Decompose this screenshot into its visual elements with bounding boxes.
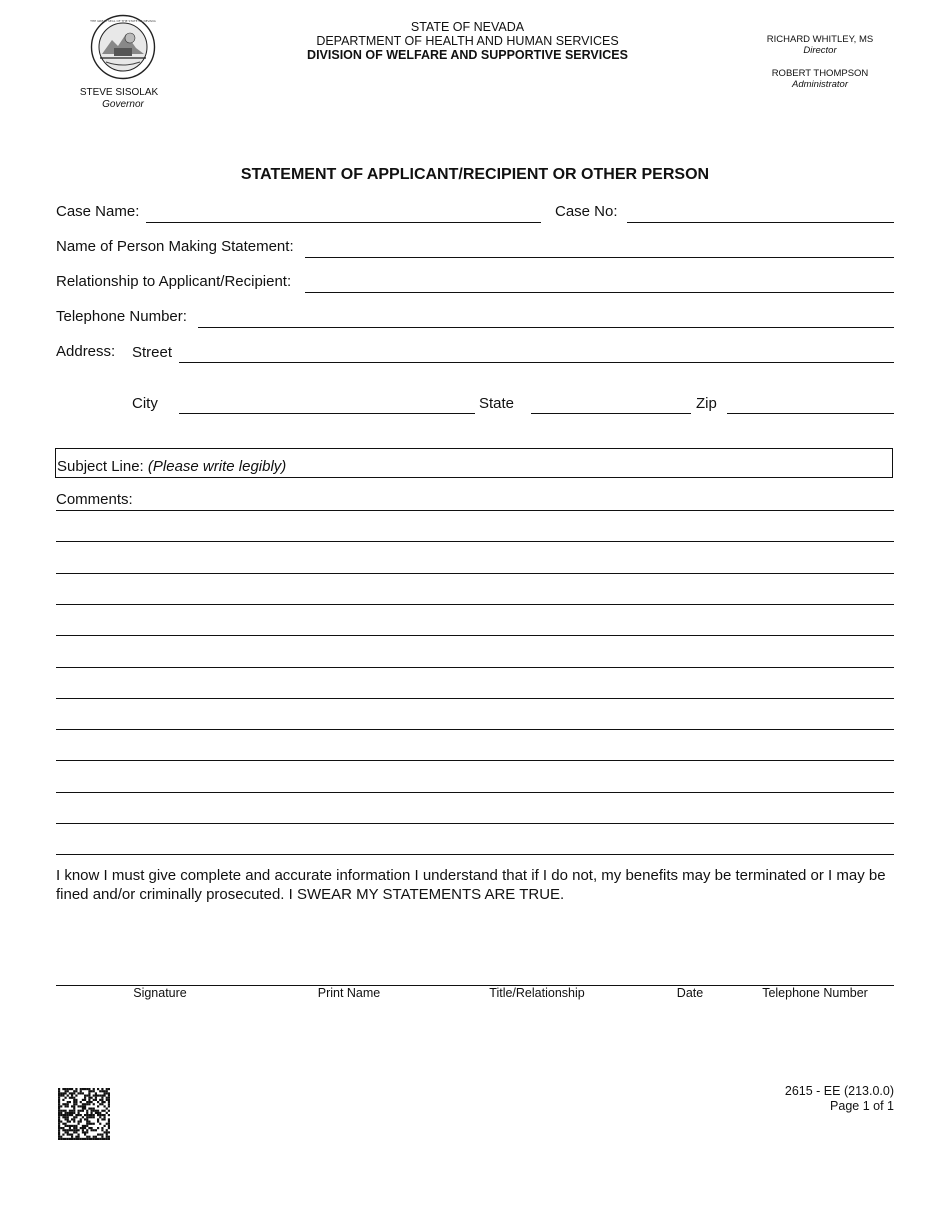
seal-lettering: THE GREAT SEAL OF THE STATE OF NEVADA: [90, 19, 156, 23]
page-number: Page 1 of 1: [830, 1099, 894, 1113]
comment-line[interactable]: [56, 635, 894, 636]
address-label: Address:: [56, 343, 116, 360]
case-no-field[interactable]: [627, 222, 894, 223]
title-relationship-caption: Title/Relationship: [489, 986, 585, 1000]
comment-line[interactable]: [56, 667, 894, 668]
street-label: Street: [132, 344, 173, 361]
case-no-label: Case No:: [555, 203, 618, 220]
comment-line[interactable]: [56, 573, 894, 574]
governor-title: Governor: [102, 99, 144, 110]
city-field[interactable]: [179, 413, 475, 414]
agency-department: DEPARTMENT OF HEALTH AND HUMAN SERVICES: [316, 34, 619, 48]
director-title: Director: [803, 45, 837, 56]
case-name-label: Case Name:: [56, 203, 140, 220]
comment-line[interactable]: [56, 854, 894, 855]
case-name-field[interactable]: [146, 222, 541, 223]
administrator-name: ROBERT THOMPSON: [771, 68, 869, 79]
subject-line-field[interactable]: [55, 448, 893, 478]
relationship-field[interactable]: [305, 292, 894, 293]
telephone-number-caption: Telephone Number: [762, 986, 868, 1000]
comment-line[interactable]: [56, 760, 894, 761]
agency-state: STATE OF NEVADA: [410, 20, 525, 34]
nevada-state-seal-icon: [90, 14, 156, 80]
telephone-field[interactable]: [198, 327, 894, 328]
person-name-field[interactable]: [305, 257, 894, 258]
comments-label: Comments:: [56, 491, 133, 508]
state-field[interactable]: [531, 413, 691, 414]
subject-line-hint: (Please write legibly): [147, 458, 287, 475]
zip-field[interactable]: [727, 413, 894, 414]
2d-barcode-icon: [58, 1088, 110, 1140]
agency-division: DIVISION OF WELFARE AND SUPPORTIVE SERVICES: [307, 48, 628, 62]
state-label: State: [479, 395, 515, 412]
date-caption: Date: [676, 986, 704, 1000]
comment-line[interactable]: [56, 792, 894, 793]
person-name-label: Name of Person Making Statement:: [56, 238, 294, 255]
print-name-caption: Print Name: [317, 986, 381, 1000]
administrator-title: Administrator: [792, 79, 848, 90]
form-number: 2615 - EE (213.0.0): [784, 1084, 894, 1098]
zip-label: Zip: [696, 395, 717, 412]
declaration-text: I know I must give complete and accurate information I understand that if I do not, my benefits may be terminated or I may be fined and/or criminally prosecuted. I SWEAR MY STATEMENTS ARE TRUE.: [56, 867, 886, 903]
comment-line[interactable]: [56, 510, 894, 511]
comment-line[interactable]: [56, 604, 894, 605]
street-field[interactable]: [179, 362, 894, 363]
city-label: City: [132, 395, 158, 412]
comment-line[interactable]: [56, 698, 894, 699]
form-title: STATEMENT OF APPLICANT/RECIPIENT OR OTHER PERSON: [240, 166, 710, 183]
comment-line[interactable]: [56, 823, 894, 824]
signature-caption: Signature: [133, 986, 187, 1000]
director-name: RICHARD WHITLEY, MS: [766, 34, 874, 45]
comment-line[interactable]: [56, 541, 894, 542]
telephone-label: Telephone Number:: [56, 308, 187, 325]
governor-name: STEVE SISOLAK: [79, 87, 159, 98]
subject-line-label: Subject Line: (Please write legibly): [57, 458, 287, 475]
relationship-label: Relationship to Applicant/Recipient:: [56, 273, 292, 290]
comment-line[interactable]: [56, 729, 894, 730]
